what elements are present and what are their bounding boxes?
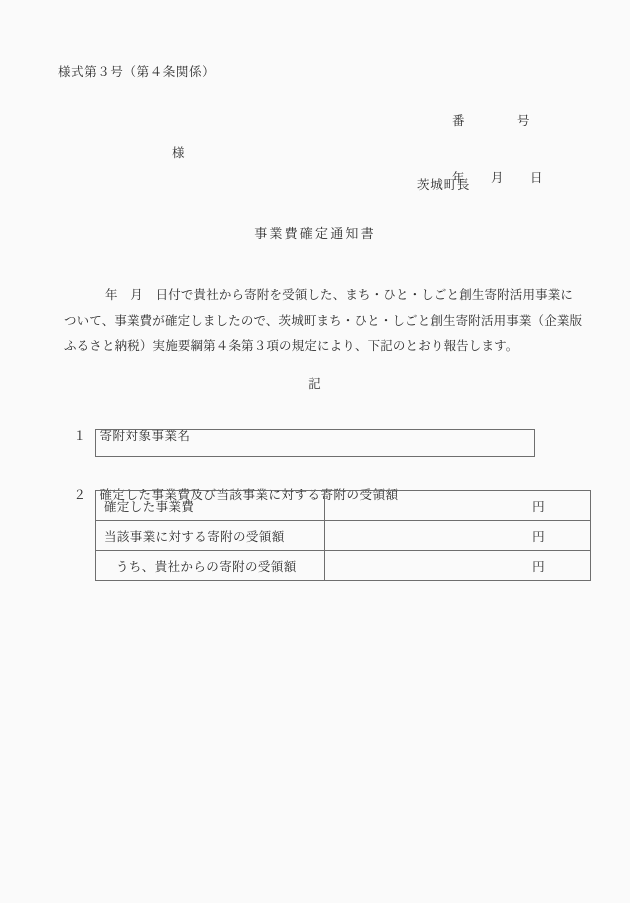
item-2-number: ２ [73, 488, 87, 502]
amount-row-label: 確定した事業費 [96, 491, 325, 521]
amount-row-value[interactable]: 円 [325, 491, 591, 521]
body-paragraph [64, 283, 583, 360]
amount-row-value[interactable]: 円 [325, 521, 591, 551]
body-line-3: ふるさと納税）実施要綱第４条第３項の規定により、下記のとおり報告します。 [64, 339, 519, 353]
item-2-label: 確定した事業費及び当該事業に対する寄附の受領額 [99, 488, 399, 502]
table-row [96, 491, 591, 521]
ki-marker: 記 [308, 377, 322, 391]
body-line-2: ついて、事業費が確定しましたので、茨城町まち・ひと・しごと創生寄附活用事業（企業版 [64, 313, 583, 328]
document-number-line: 番 号 [452, 114, 531, 128]
document-meta [452, 74, 543, 226]
amount-table [95, 490, 591, 581]
item-1-number: １ [73, 429, 87, 443]
table-row [96, 551, 591, 581]
form-number: 様式第３号（第４条関係） [58, 65, 216, 79]
body-line-1: 年 月 日付で貴社から寄附を受領した、まち・ひと・しごと創生寄附活用事業に [105, 288, 574, 302]
document-title: 事業費確定通知書 [254, 226, 376, 241]
amount-row-label: 当該事業に対する寄附の受領額 [96, 521, 325, 551]
amount-row-value[interactable]: 円 [325, 551, 591, 581]
item-1-label: 寄附対象事業名 [99, 429, 191, 443]
issuer-name: 茨城町長 [417, 178, 471, 192]
document-date-line: 年 月 日 [452, 171, 544, 185]
table-row [96, 521, 591, 551]
amount-row-label: うち、貴社からの寄附の受領額 [96, 551, 325, 581]
addressee-honorific: 様 [172, 146, 186, 160]
project-name-input[interactable] [95, 429, 535, 457]
